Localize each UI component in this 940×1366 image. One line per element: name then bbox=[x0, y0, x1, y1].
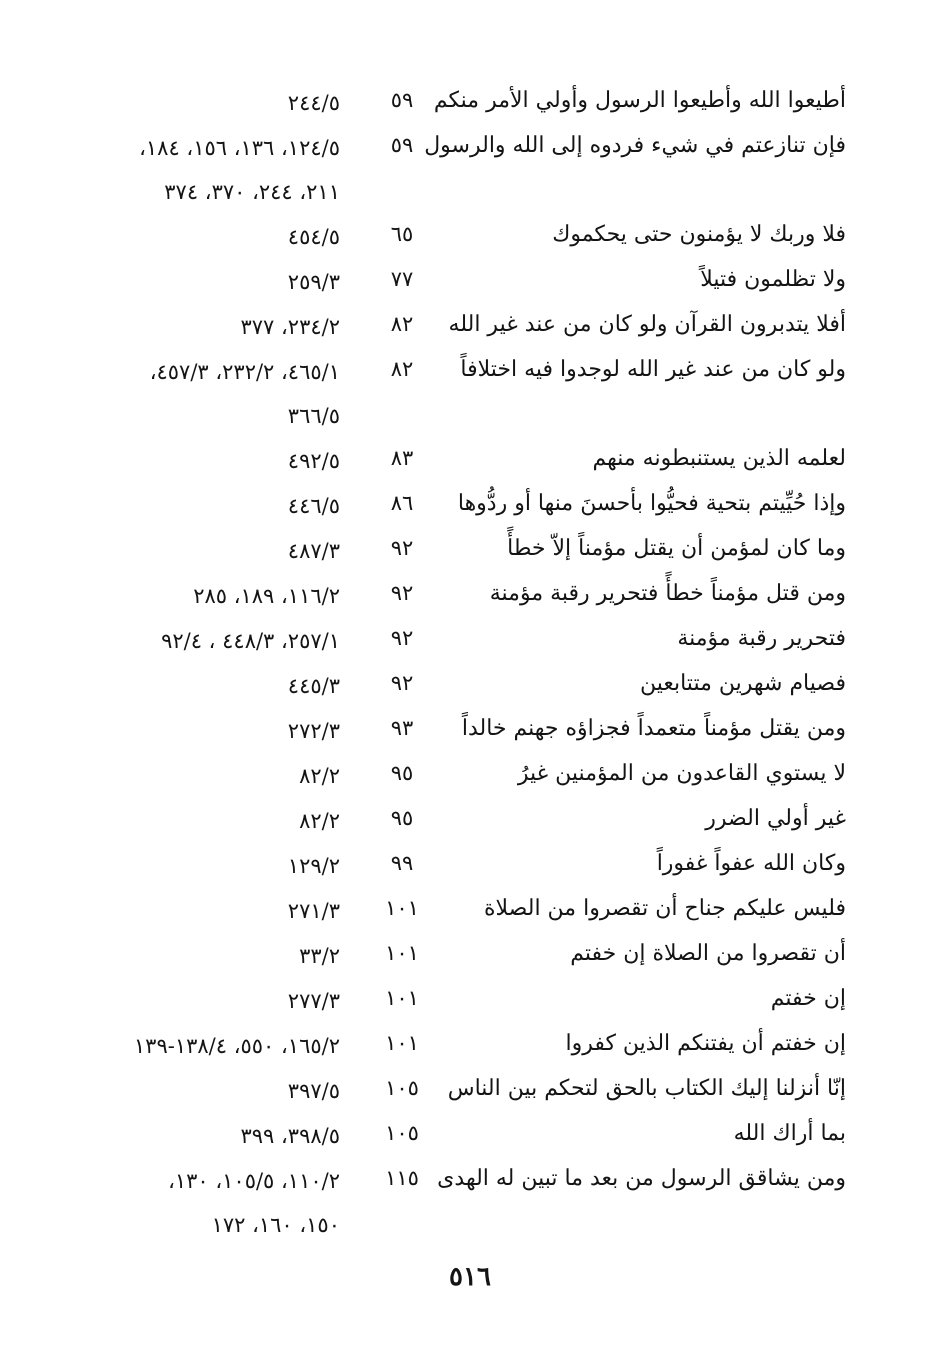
index-entry bbox=[0, 1023, 940, 1068]
verse-number: ١٠١ bbox=[385, 941, 419, 965]
verse-number: ٩٥ bbox=[390, 806, 414, 830]
index-entry bbox=[0, 349, 940, 438]
index-entry bbox=[0, 1068, 940, 1113]
verse-text: إن خفتم bbox=[770, 986, 846, 1011]
reference-line: ٤٤٦/٥ bbox=[287, 494, 340, 518]
verse-number: ٩٢ bbox=[390, 581, 414, 605]
verse-number: ١٠٥ bbox=[385, 1076, 419, 1100]
reference-line: ٢٧١/٣ bbox=[287, 899, 340, 923]
index-entry bbox=[0, 125, 940, 214]
verse-number: ١٠١ bbox=[385, 1031, 419, 1055]
index-entry bbox=[0, 528, 940, 573]
index-entry bbox=[0, 80, 940, 125]
reference-line: ١٢٩/٢ bbox=[287, 854, 340, 878]
verse-number: ٩٣ bbox=[390, 716, 414, 740]
index-entry bbox=[0, 1158, 940, 1247]
verse-text: لعلمه الذين يستنبطونه منهم bbox=[592, 446, 846, 471]
reference-line: ٤٦٥/١، ٢٣٢/٢، ٤٥٧/٣، bbox=[149, 360, 340, 384]
verse-number: ٥٩ bbox=[390, 133, 414, 157]
index-entry bbox=[0, 1113, 940, 1158]
verse-text: ومن يقتل مؤمناً متعمداً فجزاؤه جهنم خالداً bbox=[461, 716, 846, 741]
reference-line: ٣٦٦/٥ bbox=[287, 404, 340, 428]
page-references bbox=[150, 357, 340, 445]
index-entry bbox=[0, 618, 940, 663]
verse-text: وكان الله عفواً غفوراً bbox=[656, 851, 846, 876]
verse-text: إن خفتم أن يفتنكم الذين كفروا bbox=[565, 1031, 846, 1056]
index-entry bbox=[0, 214, 940, 259]
index-entry bbox=[0, 573, 940, 618]
verse-text: لا يستوي القاعدون من المؤمنين غيرُ bbox=[517, 761, 846, 786]
verse-text: بما أراك الله bbox=[733, 1121, 846, 1146]
reference-line: ١١٦/٢، ١٨٩، ٢٨٥ bbox=[193, 584, 340, 608]
index-entry bbox=[0, 304, 940, 349]
verse-text: فإن تنازعتم في شيء فردوه إلى الله والرسول bbox=[424, 133, 846, 158]
reference-line: ١١٠/٢، ١٠٥/٥، ١٣٠، bbox=[168, 1169, 340, 1193]
page-number: ٥١٦ bbox=[449, 1262, 491, 1292]
verse-text: وإذا حُيِّيتم بتحية فحيُّوا بأحسنَ منها أو ردُّوها bbox=[457, 491, 846, 516]
reference-line: ٨٢/٢ bbox=[299, 809, 340, 833]
index-entry bbox=[0, 888, 940, 933]
verse-text: ولو كان من عند غير الله لوجدوا فيه اختلافاً bbox=[460, 357, 846, 382]
verse-number: ١٠٥ bbox=[385, 1121, 419, 1145]
verse-text: وما كان لمؤمن أن يقتل مؤمناً إلاّ خطأً bbox=[507, 536, 846, 561]
verse-number: ٨٦ bbox=[390, 491, 414, 515]
reference-line: ٤٥٤/٥ bbox=[287, 225, 340, 249]
reference-line: ٤٨٧/٣ bbox=[287, 539, 340, 563]
verse-text: أطيعوا الله وأطيعوا الرسول وأولي الأمر منكم bbox=[433, 88, 846, 113]
page-references bbox=[168, 1166, 340, 1254]
reference-line: ١٦٥/٢، ٥٥٠، ١٣٨/٤-١٣٩ bbox=[133, 1034, 340, 1058]
reference-line: ٢٥٧/١، ٤٤٨/٣ ، ٩٢/٤ bbox=[161, 629, 340, 653]
verse-text: فليس عليكم جناح أن تقصروا من الصلاة bbox=[484, 896, 846, 921]
reference-line: ١٥٠، ١٦٠، ١٧٢ bbox=[211, 1213, 340, 1237]
reference-line: ٢٤٤/٥ bbox=[287, 91, 340, 115]
verse-text: فصيام شهرين متتابعين bbox=[639, 671, 846, 696]
index-entry bbox=[0, 933, 940, 978]
index-entry bbox=[0, 978, 940, 1023]
reference-line: ٤٩٢/٥ bbox=[287, 449, 340, 473]
index-entry bbox=[0, 483, 940, 528]
index-entry bbox=[0, 259, 940, 304]
verse-number: ٩٩ bbox=[390, 851, 414, 875]
reference-line: ٢٥٩/٣ bbox=[287, 270, 340, 294]
verse-number: ٧٧ bbox=[390, 267, 414, 291]
verse-number: ٨٢ bbox=[390, 312, 414, 336]
page-references bbox=[139, 133, 340, 221]
reference-line: ٣٩٨/٥، ٣٩٩ bbox=[240, 1124, 340, 1148]
verse-text: أفلا يتدبرون القرآن ولو كان من عند غير الله bbox=[448, 312, 846, 337]
verse-number: ٦٥ bbox=[390, 222, 414, 246]
index-entry bbox=[0, 843, 940, 888]
index-entry bbox=[0, 798, 940, 843]
verse-text: فلا وربك لا يؤمنون حتى يحكموك bbox=[552, 222, 846, 247]
reference-line: ٢٣٤/٢، ٣٧٧ bbox=[240, 315, 340, 339]
reference-line: ٣٣/٢ bbox=[299, 944, 340, 968]
verse-text: فتحرير رقبة مؤمنة bbox=[677, 626, 846, 651]
verse-text: ومن قتل مؤمناً خطأً فتحرير رقبة مؤمنة bbox=[489, 581, 846, 606]
verse-text: ومن يشاقق الرسول من بعد ما تبين له الهدى bbox=[437, 1166, 846, 1191]
verse-text: إنّا أنزلنا إليك الكتاب بالحق لتحكم بين الناس bbox=[447, 1076, 846, 1101]
verse-text: أن تقصروا من الصلاة إن خفتم bbox=[570, 941, 846, 966]
verse-number: ٩٢ bbox=[390, 626, 414, 650]
reference-line: ١٢٤/٥، ١٣٦، ١٥٦، ١٨٤، bbox=[139, 136, 340, 160]
verse-number: ٩٥ bbox=[390, 761, 414, 785]
verse-number: ٩٢ bbox=[390, 671, 414, 695]
index-entry bbox=[0, 708, 940, 753]
verse-number: ٨٢ bbox=[390, 357, 414, 381]
index-entry bbox=[0, 438, 940, 483]
reference-line: ٣٩٧/٥ bbox=[287, 1079, 340, 1103]
reference-line: ٢١١، ٢٤٤، ٣٧٠، ٣٧٤ bbox=[164, 180, 340, 204]
verse-number: ١٠١ bbox=[385, 986, 419, 1010]
verse-index-list bbox=[0, 80, 940, 1247]
reference-line: ٢٧٧/٣ bbox=[287, 989, 340, 1013]
verse-number: ١١٥ bbox=[385, 1166, 419, 1190]
reference-line: ٨٢/٢ bbox=[299, 764, 340, 788]
reference-line: ٤٤٥/٣ bbox=[287, 674, 340, 698]
verse-number: ٥٩ bbox=[390, 88, 414, 112]
verse-number: ١٠١ bbox=[385, 896, 419, 920]
verse-text: ولا تظلمون فتيلاً bbox=[700, 267, 846, 292]
verse-number: ٩٢ bbox=[390, 536, 414, 560]
reference-line: ٢٧٢/٣ bbox=[287, 719, 340, 743]
index-entry bbox=[0, 753, 940, 798]
verse-text: غير أولي الضرر bbox=[705, 806, 846, 831]
index-entry bbox=[0, 663, 940, 708]
verse-number: ٨٣ bbox=[390, 446, 414, 470]
